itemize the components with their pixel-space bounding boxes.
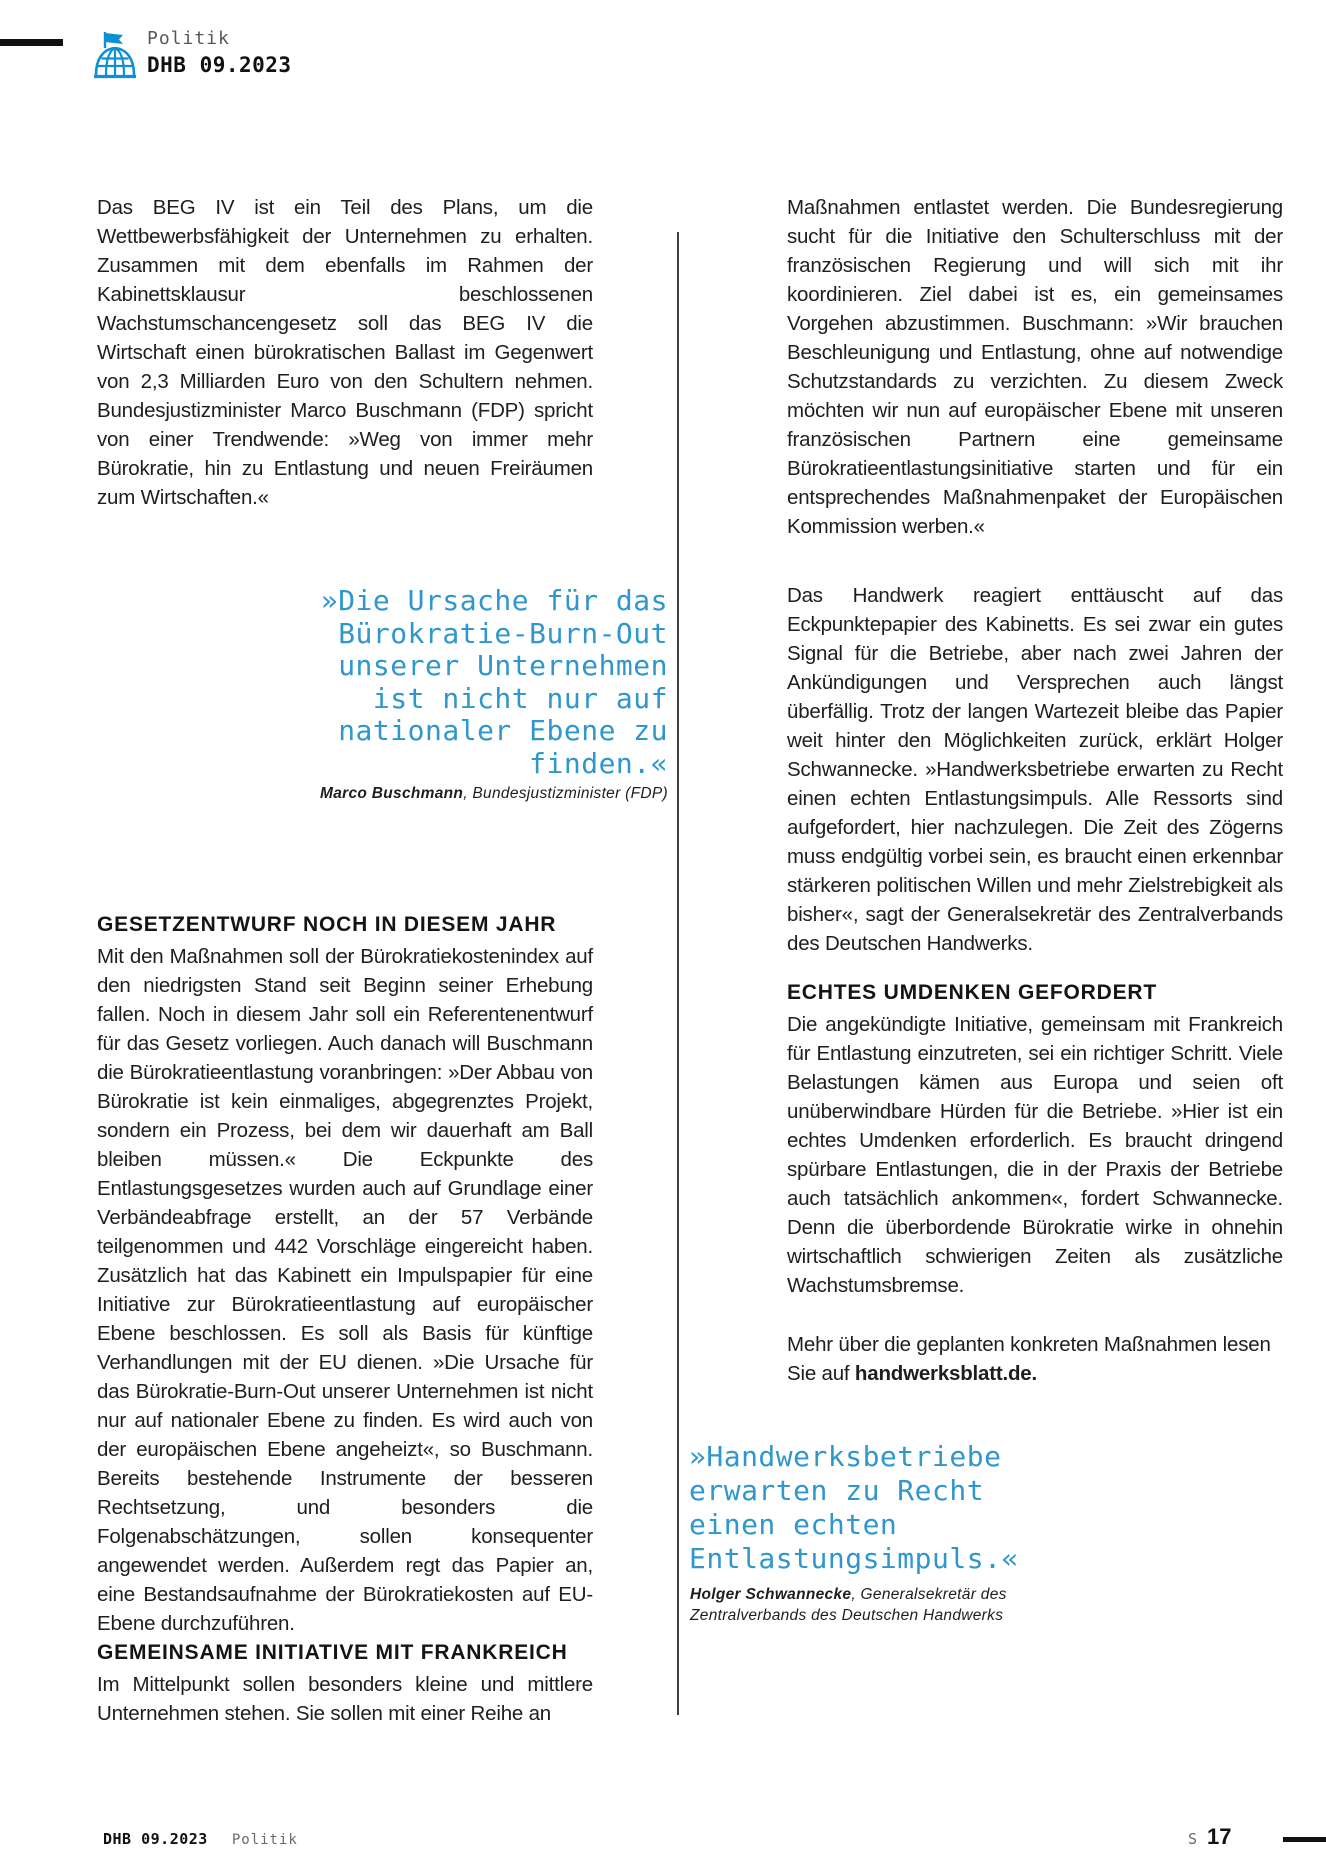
right-subheading-1: ECHTES UMDENKEN GEFORDERT — [787, 981, 1158, 1004]
left-subheading-1: GESETZENTWURF NOCH IN DIESEM JAHR — [97, 913, 557, 936]
footer-issue-label: DHB 09.2023 — [103, 1830, 208, 1848]
quote-line: »Handwerksbetriebe — [689, 1440, 1002, 1473]
right-paragraph-2: Das Handwerk reagiert enttäuscht auf das Eckpunktepapier des Kabinetts. Es sei zwar ein gutes Signal für die Betriebe, aber nach zwei Jahren der Ankündigungen und Versprechen auch längst überfällig. Trotz der langen Wartezeit bleibe das Papier weit hinter den Möglichkeiten zurück, erklärt Holger Schwannecke. »Handwerksbetriebe erwarten zu Recht einen echten Entlastungsimpuls. Alle Ressorts sind aufgefordert, hier nachzulegen. Die Zeit des Zögerns muss endgültig vorbei sein, es braucht einen erkennbar stärkeren politischen Willen und mehr Zielstrebigkeit als bisher«, sagt der Generalsekretär des Zentralverbands des Deutschen Handwerks. — [787, 584, 1283, 955]
quote-line: einen echten — [689, 1508, 898, 1541]
quote-line: Bürokratie-Burn-Out — [338, 616, 668, 650]
quote-attribution-schwannecke — [690, 1584, 1020, 1626]
right-paragraph-1: Maßnahmen entlastet werden. Die Bundesregierung sucht für die Initiative den Schulterschluss mit der französischen Regierung und will sich mit ihr koordinieren. Ziel dabei ist es, ein gemeinsames Vorgehen abzustimmen. Buschmann: »Wir brauchen Beschleunigung und Entlastung, ohne auf notwendige Schutzstandards zu verzichten. Zu diesem Zweck möchten wir nun auf europäischer Ebene mit unseren französischen Partnern eine gemeinsame Bürokratieentlastungsinitiative starten und für ein entsprechendes Maßnahmenpaket der Europäischen Kommission werben.« — [787, 196, 1283, 538]
pull-quote-buschmann — [288, 585, 668, 780]
left-paragraph-3: Im Mittelpunkt sollen besonders kleine und mittlere Unternehmen stehen. Sie sollen mit einer Reihe an — [97, 1673, 593, 1725]
more-info-text: Mehr über die geplanten konkreten Maßnahmen lesen Sie auf — [787, 1333, 1271, 1385]
right-paragraph-3: Die angekündigte Initiative, gemeinsam mit Frankreich für Entlastung einzutreten, sei ein richtiger Schritt. Viele Belastungen kämen aus Europa und seien oft unüberwindbare Hürden für die Betriebe. »Hier ist ein echtes Umdenken erforderlich. Es braucht dringend spürbare Entlastungen, die in der Praxis der Betriebe auch tatsächlich ankommen«, fordert Schwannecke. Denn die überbordende Bürokratie wirke in ohnehin wirtschaftlich schwierigen Zeiten als zusätzliche Wachstumsbremse. — [787, 1013, 1283, 1297]
left-paragraph-2: Mit den Maßnahmen soll der Bürokratiekostenindex auf den niedrigsten Stand seit Beginn seiner Erhebung fallen. Noch in diesem Jahr soll ein Referentenentwurf für das Gesetz vorliegen. Auch danach will Buschmann die Bürokratieentlastung voranbringen: »Der Abbau von Bürokratie ist kein einmaliges, abgegrenztes Projekt, sondern ein Prozess, bei dem wir dauerhaft am Ball bleiben müssen.« Die Eckpunkte des Entlastungsgesetzes wurden auch auf Grundlage einer Verbändeabfrage erstellt, an der 57 Verbände teilgenommen und 442 Vorschläge eingereicht haben. Zusätzlich hat das Kabinett ein Impulspapier für eine Initiative zur Bürokratieentlastung auf europäischer Ebene beschlossen. Es soll als Basis für künftige Verhandlungen mit der EU dienen. »Die Ursache für das Bürokratie-Burn-Out unserer Unternehmen ist nicht nur auf nationaler Ebene zu finden. Es wird auch von der europäischen Ebene angeheizt«, so Buschmann. Bereits bestehende Instrumente der besseren Rechtsetzung, und besonders die Folgenabschätzungen, sollen konsequenter angewendet werden. Außerdem regt das Papier an, eine Bestandsaufnahme der Bürokratiekosten auf EU-Ebene durchzuführen. — [97, 945, 593, 1635]
footer-page-prefix: S — [1188, 1830, 1198, 1848]
quote-line: finden.« — [529, 746, 668, 780]
header-issue-label: DHB 09.2023 — [147, 53, 292, 77]
quote-line: »Die Ursache für das — [320, 584, 668, 617]
quote-attribution-buschmann — [288, 783, 668, 804]
right-paragraph-4 — [787, 1330, 1283, 1388]
footer-left — [103, 1830, 298, 1848]
quote-line: ist nicht nur auf — [372, 681, 668, 715]
quote-author-role: , Bundesjustizminister (FDP) — [463, 785, 668, 802]
quote-line: erwarten zu Recht — [689, 1474, 985, 1507]
bottom-right-rule — [1283, 1837, 1326, 1842]
pull-quote-schwannecke — [689, 1440, 1119, 1576]
quote-line: Entlastungsimpuls.« — [689, 1542, 1019, 1575]
quote-line: unserer Unternehmen — [338, 649, 668, 682]
quote-author-role: , Generalsekretär des Zentralverbands des Deutschen Handwerks — [690, 1586, 1007, 1624]
footer-page-number: 17 — [1207, 1824, 1232, 1849]
quote-author: Marco Buschmann — [320, 785, 464, 802]
left-paragraph-1: Das BEG IV ist ein Teil des Plans, um die Wettbewerbsfähigkeit der Unternehmen zu erhalten. Zusammen mit dem ebenfalls im Rahmen der Kabinettsklausur beschlossenen Wachstumschancengesetz soll das BEG IV die Wirtschaft einen bürokratischen Ballast im Gegenwert von 2,3 Milliarden Euro von den Schultern nehmen. Bundesjustizminister Marco Buschmann (FDP) spricht von einer Trendwende: »Weg von immer mehr Bürokratie, hin zu Entlastung und neuen Freiräumen zum Wirtschaften.« — [97, 196, 593, 509]
footer-right — [1188, 1824, 1232, 1850]
column-divider — [677, 232, 679, 1715]
quote-author: Holger Schwannecke — [690, 1586, 852, 1603]
left-subheading-2: GEMEINSAME INITIATIVE MIT FRANKREICH — [97, 1641, 568, 1664]
quote-line: nationaler Ebene zu — [338, 714, 668, 747]
website-reference: handwerksblatt.de. — [854, 1362, 1038, 1385]
footer-section-label: Politik — [231, 1832, 298, 1848]
top-left-rule — [0, 39, 63, 46]
header-section-label: Politik — [147, 28, 230, 49]
reichstag-dome-icon — [93, 30, 137, 80]
